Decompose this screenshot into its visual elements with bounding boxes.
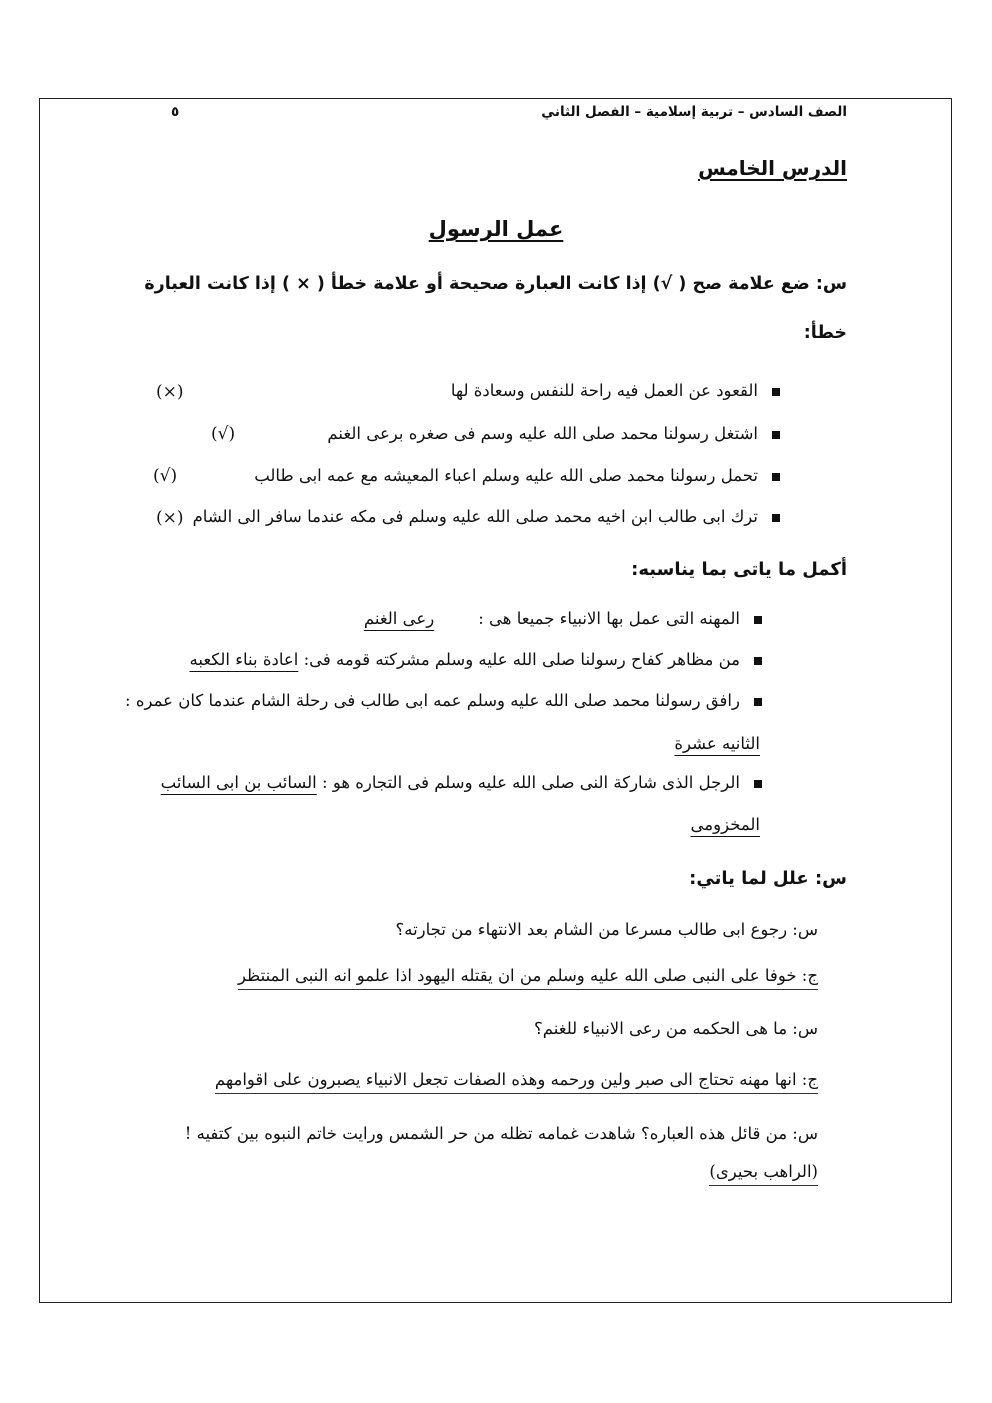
- bullet-icon: [772, 388, 780, 396]
- bullet-icon: [772, 514, 780, 522]
- tf-item: اشتغل رسولنا محمد صلى الله عليه وسم فى صغره برعى الغنم: [327, 424, 780, 443]
- page-number: ٥: [171, 104, 180, 120]
- answer: رعى الغنم: [363, 609, 435, 628]
- bullet-icon: [754, 616, 762, 624]
- true-false-instruction: س: ضع علامة صح ( √) إذا كانت العبارة صحيحة أو علامة خطأ ( × ) إذا كانت العبارة: [144, 274, 847, 294]
- answer-line: ج: انها مهنه تحتاج الى صبر ولين ورحمه وهذه الصفات تجعل الانبياء يصبرون على اقوامهم: [215, 1070, 818, 1094]
- lesson-label: الدرس الخامس: [698, 156, 847, 180]
- explain-heading: س: علل لما ياتي:: [689, 868, 847, 889]
- answer: الثانيه عشرة: [674, 734, 760, 753]
- answer: اعادة بناء الكعبه: [189, 650, 299, 669]
- bullet-icon: [754, 657, 762, 665]
- bullet-icon: [772, 431, 780, 439]
- complete-item: من مظاهر كفاح رسولنا صلى الله عليه وسلم مشركته قومه فى: اعادة بناء الكعبه: [190, 650, 763, 669]
- tf-item: ترك ابى طالب ابن اخيه محمد صلى الله عليه وسلم فى مكه عندما سافر الى الشام: [193, 507, 780, 526]
- lesson-title: عمل الرسول: [428, 217, 564, 241]
- true-false-instruction-cont: خطأ:: [803, 323, 847, 343]
- answer-line: ج: خوفا على النبى صلى الله عليه وسلم من ان يقتله اليهود اذا علمو انه النبى المنتظر: [238, 966, 818, 990]
- complete-heading: أكمل ما ياتى بما يناسبه:: [631, 559, 847, 580]
- tf-mark: (×): [156, 382, 184, 402]
- tf-item: تحمل رسولنا محمد صلى الله عليه وسلم اعباء المعيشه مع عمه ابى طالب: [254, 466, 780, 485]
- tf-mark: (√): [211, 424, 236, 444]
- answer: السائب بن ابى السائب: [160, 773, 317, 792]
- answer: المخزومى: [690, 815, 760, 834]
- tf-mark: (√): [153, 466, 178, 486]
- bullet-icon: [754, 780, 762, 788]
- question: س: رجوع ابى طالب مسرعا من الشام بعد الانتهاء من تجارته؟: [395, 920, 818, 939]
- page-header: الصف السادس – تربية إسلامية – الفصل الثاني: [541, 104, 847, 120]
- tf-item: القعود عن العمل فيه راحة للنفس وسعادة لها: [451, 381, 780, 400]
- complete-item: المهنه التى عمل بها الانبياء جميعا هى :رعى الغنم: [364, 609, 762, 628]
- question: س: من قائل هذه العباره؟ شاهدت غمامه تظله من حر الشمس ورايت خاتم النبوه بين كتفيه !: [184, 1124, 818, 1143]
- question: س: ما هى الحكمه من رعى الانبياء للغنم؟: [534, 1019, 818, 1038]
- bullet-icon: [772, 473, 780, 481]
- answer-line: (الراهب بحيرى): [709, 1162, 818, 1186]
- bullet-icon: [754, 698, 762, 706]
- complete-item: رافق رسولنا محمد صلى الله عليه وسلم عمه ابى طالب فى رحلة الشام عندما كان عمره :: [125, 691, 762, 710]
- tf-mark: (×): [156, 508, 184, 528]
- complete-item: الرجل الذى شاركة النى صلى الله عليه وسلم فى التجاره هو : السائب بن ابى السائب: [161, 773, 762, 792]
